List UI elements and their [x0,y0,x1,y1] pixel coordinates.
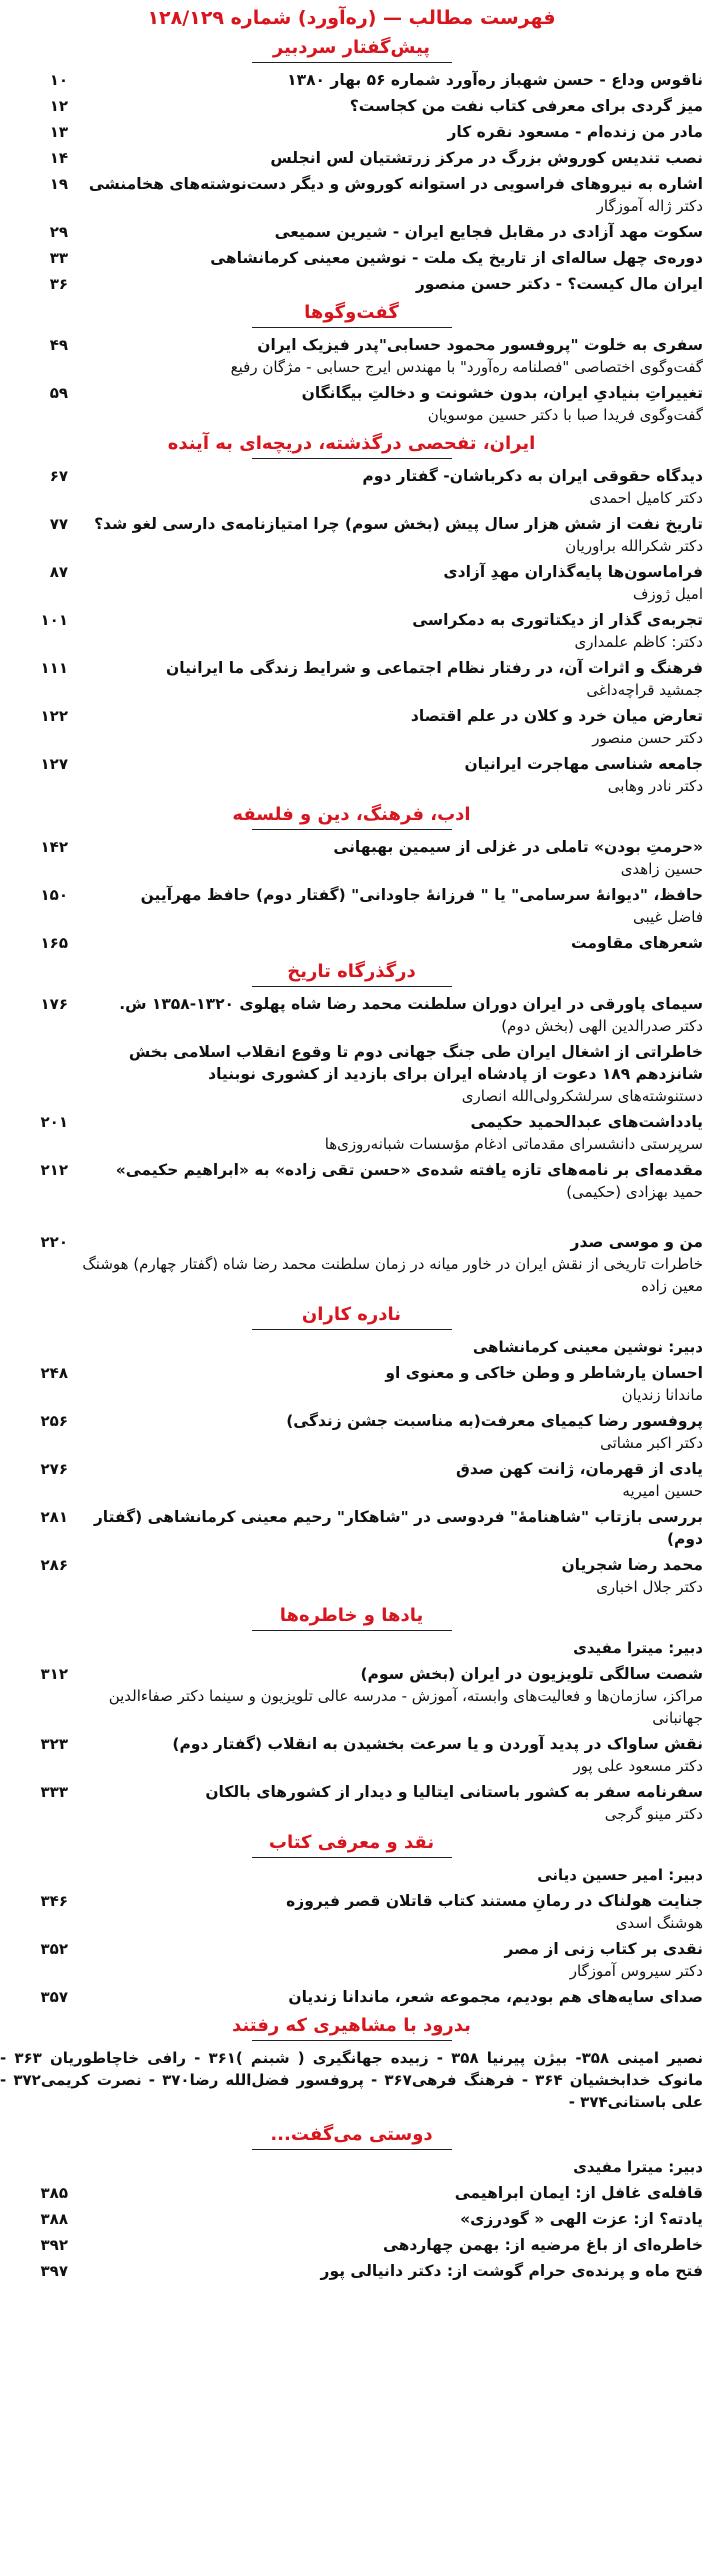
entry-page-number: ۲۴۸ [40,1364,68,1382]
entry-page-number: ۱۰۱ [40,611,68,629]
entry-text [68,147,703,169]
entry-text [68,1041,703,1107]
entry-title: حافظ، "دیوانهٔ سرسامی" یا " فرزانهٔ جاودانی" (گفتار دوم) حافظ مهرآیین [140,886,703,904]
entry-text [68,657,703,701]
entry-text [68,705,703,749]
section-departed [0,2014,703,2113]
heading-underline [252,1329,452,1330]
entry-page-number: ۲۲۰ [40,1233,68,1251]
entry-text [68,1111,703,1155]
toc-entry[interactable] [0,705,703,749]
toc-entry[interactable] [0,753,703,797]
entry-title: خاطراتی از اشغال ایران طی جنگ جهانی دوم تا وقوع انقلاب اسلامی بخش شانزدهم ۱۸۹ دعوت از پادشاه ایران برای بازدید از کشوری نوبنیاد [128,1043,703,1083]
entry-text [68,1663,703,1729]
toc-entry[interactable] [0,1554,703,1598]
toc-entry[interactable] [0,993,703,1037]
section-heading-text: گفت‌وگوها [304,302,399,323]
entry-page-number: ۵۹ [49,384,68,402]
entry-page-number: ۳۹۲ [40,2236,68,2254]
section-heading [0,432,703,459]
entry-page-number: ۳۸۵ [40,2184,68,2202]
entry-text [68,1986,703,2008]
toc-entry[interactable] [0,173,703,217]
toc-entry[interactable] [0,1410,703,1454]
entry-title: محمد رضا شجریان [561,1556,703,1574]
toc-entry[interactable] [0,836,703,880]
entry-text [68,465,703,509]
entry-author: دکتر شکرالله براوریان [565,537,703,555]
entry-page-number: ۴۹ [49,336,68,354]
entry-page-number: ۳۳ [49,249,68,267]
entry-title: یادداشت‌های عبدالحمید حکیمی [470,1113,703,1131]
toc-entry[interactable] [0,382,703,426]
toc-entry[interactable] [0,147,703,169]
section-heading [0,1604,703,1631]
entry-author: گفت‌وگوی اختصاصی "فصلنامه ره‌آورد" با مهندس ایرج حسابی - مژگان رفیع [230,358,703,376]
entry-author: دکتر نادر وهابی [607,777,703,795]
section-heading [0,36,703,63]
section-heading [0,301,703,328]
entry-text [68,1231,703,1297]
toc-entry[interactable] [0,1111,703,1155]
entry-text [68,1159,703,1203]
entry-text [68,69,703,91]
entry-page-number: ۲۱۲ [40,1161,68,1179]
entry-title: اشاره به نیروهای فراسویی در استوانه کوروش و دیگر دست‌نوشته‌های هخامنشی [88,175,703,193]
toc-entry[interactable] [0,561,703,605]
section-heading-text: ادب، فرهنگ، دین و فلسفه [232,804,471,825]
entry-text [68,247,703,269]
entry-page-number: ۳۶ [49,275,68,293]
entry-page-number: ۳۲۳ [40,1735,68,1753]
section-iran [0,432,703,797]
entry-page-number: ۳۳۳ [40,1783,68,1801]
entry-page-number: ۲۹ [49,223,68,241]
section-editor: دبیر: میترا مفیدی [573,1639,703,1657]
entry-author: دکتر ژاله آموزگار [596,197,703,215]
entry-title: تجربه‌ی گذار از دیکتاتوری به دمکراسی [412,611,703,629]
entry-page-number: ۱۷۶ [40,995,68,1013]
entry-author: امیل ژوزف [632,585,703,603]
section-heading [0,960,703,987]
entry-page-number: ۱۲ [49,97,68,115]
toc-entry[interactable] [0,2234,703,2256]
section-heading-text: پیش‌گفتار سردبیر [272,37,431,58]
section-history [0,960,703,1297]
entry-page-number: ۱۰ [49,71,68,89]
toc-entry[interactable] [0,2182,703,2204]
entry-title: خاطره‌ای از باغ مرضیه از: بهمن چهاردهی [382,2236,703,2254]
entry-text [68,753,703,797]
entry-author: دکتر مسعود علی پور [573,1757,703,1775]
heading-underline [252,1630,452,1631]
entry-text [68,1890,703,1934]
entry-text [68,561,703,605]
section-heading [0,803,703,830]
entry-title: سکوت مهد آزادی در مقابل فجایع ایران - شیرین سمیعی [274,223,703,241]
entry-title: من و موسی صدر [570,1233,703,1251]
toc-entry[interactable] [0,1938,703,1982]
toc-entry[interactable] [0,1159,703,1203]
entry-page-number: ۱۹ [49,175,68,193]
entry-title: نقدی بر کتاب زنی از مصر [504,1940,703,1958]
entry-author: هوشنگ اسدی [615,1914,703,1932]
toc-entry[interactable] [0,1041,703,1107]
entry-page-number: ۲۸۱ [40,1508,68,1526]
section-heading-text: دوستی می‌گفت... [270,2124,433,2145]
entry-author: دکتر صدرالدین الهی (بخش دوم) [501,1017,703,1035]
heading-underline [252,62,452,63]
entry-title: جنایت هولناک در رمانِ مستند کتاب قاتلان قصر فیروزه [286,1892,703,1910]
entry-page-number: ۱۲۲ [40,707,68,725]
section-heading [0,1831,703,1858]
entry-page-number: ۱۱۱ [40,659,68,677]
entry-author: گفت‌وگوی فریدا صبا با دکتر حسین موسویان [427,406,703,424]
section-heading [0,2014,703,2041]
entry-title: مادر من زنده‌ام - مسعود نقره کار [447,123,703,141]
entry-author: دکتر جلال اخباری [596,1578,703,1596]
entry-text [68,173,703,217]
entry-page-number: ۶۷ [49,467,68,485]
toc-entry[interactable] [0,221,703,243]
entry-author: فاضل غیبی [632,908,703,926]
entry-title: دیدگاه حقوقی ایران به دکرباشان- گفتار دوم [362,467,703,485]
entry-page-number: ۳۴۶ [40,1892,68,1910]
entry-page-number: ۱۲۷ [40,755,68,773]
toc-entry[interactable] [0,1781,703,1825]
section-paragraph: نصیر امینی ۳۵۸- بیژن پیرنیا ۳۵۸ - زبیده جهانگیری ( شبنم )۳۶۱ - رافی خاچاطوریان ۳۶۳ - مانوک خدابخشیان ۳۶۴ - فرهنگ فرهی۳۶۷ - پروفسور فضل‌الله رضا۳۷۰ - نصرت کریمی۳۷۲ - علی باستانی۳۷۴ - [0,2049,703,2111]
toc-entry[interactable] [0,1231,703,1297]
toc-entry[interactable] [0,1458,703,1502]
toc-entry[interactable] [0,2260,703,2282]
entry-page-number: ۳۵۲ [40,1940,68,1958]
entry-text [68,1362,703,1406]
heading-underline [252,327,452,328]
toc-entry[interactable] [0,884,703,928]
entry-title: تعارض میان خرد و کلان در علم اقتصاد [410,707,703,725]
entry-page-number: ۲۵۶ [40,1412,68,1430]
section-heading [0,2123,703,2150]
entry-page-number: ۱۴ [49,149,68,167]
entry-title: دوره‌ی چهل ساله‌ای از تاریخ یک ملت - نوشین معینی کرمانشاهی [210,249,703,267]
entry-author: جمشید قراچه‌داغی [586,681,703,699]
entry-title: نصب تندیس کوروش بزرگ در مرکز زرتشتیان لس انجلس [270,149,703,167]
entry-author: سرپرستی دانشسرای مقدماتی ادغام مؤسسات شبانه‌روزی‌ها [324,1135,703,1153]
entry-author: دکتر: کاظم علمداری [574,633,703,651]
entry-text [68,1781,703,1825]
section-heading [0,1303,703,1330]
entry-title: احسان یارشاطر و وطن خاکی و معنوی او [385,1364,703,1382]
entry-text [68,884,703,928]
entry-text [68,2182,703,2204]
entry-text [68,121,703,143]
entry-author: دکتر سیروس آموزگار [569,1962,703,1980]
entry-author: دکتر کامیل احمدی [589,489,703,507]
entry-text [68,95,703,117]
section-reviews [0,1831,703,2008]
section-editor: دبیر: میترا مفیدی [573,2158,703,2176]
toc-entry[interactable] [0,69,703,91]
entry-spacer [0,1207,703,1231]
section-heading-text: یادها و خاطره‌ها [279,1605,424,1626]
entry-text [68,993,703,1037]
entry-text [68,1410,703,1454]
entry-title: جامعه شناسی مهاجرت ایرانیان [464,755,703,773]
section-heading-text: درگذرگاه تاریخ [287,961,416,982]
entry-title: فرهنگ و اثرات آن، در رفتار نظام اجتماعی و شرایط زندگی ما ایرانیان [166,659,703,677]
entry-text [68,334,703,378]
section-editor: دبیر: نوشین معینی کرمانشاهی [472,1338,703,1356]
section-rare [0,1303,703,1598]
entry-text [68,1506,703,1550]
heading-underline [252,2040,452,2041]
entry-text [68,1733,703,1777]
section-heading-text: نادره کاران [301,1304,402,1325]
heading-underline [252,458,452,459]
entry-page-number: ۲۸۶ [40,1556,68,1574]
heading-underline [252,2149,452,2150]
entry-page-number: ۱۴۲ [40,838,68,856]
entry-page-number: ۱۳ [49,123,68,141]
toc-entry[interactable] [0,95,703,117]
section-editor: دبیر: امیر حسین دیانی [537,1866,703,1884]
entry-text [68,1458,703,1502]
entry-page-number: ۳۹۷ [40,2262,68,2280]
toc-entry[interactable] [0,657,703,701]
entry-author: حمید بهزادی (حکیمی) [566,1183,703,1201]
page-title: فهرست مطالب — (ره‌آورد) شماره ۱۲۸/۱۲۹ [147,7,556,29]
entry-author: حسین زاهدی [620,860,703,878]
entry-text [68,932,703,954]
entry-title: میز گردی برای معرفی کتاب نفت من کجاست؟ [349,97,703,115]
entry-text [68,382,703,426]
entry-page-number: ۲۷۶ [40,1460,68,1478]
section-interviews [0,301,703,426]
entry-author: حسین امیریه [622,1482,703,1500]
entry-title: «حرمتِ بودن» تاملی در غزلی از سیمین بهبهانی [333,838,703,856]
toc-entry[interactable] [0,247,703,269]
entry-text [68,513,703,557]
toc-entry[interactable] [0,2208,703,2230]
entry-title: مقدمه‌ای بر نامه‌های تازه یافته شده‌ی «حسن تقی زاده» به «ابراهیم حکیمی» [115,1161,703,1179]
entry-page-number: ۸۷ [49,563,68,581]
sections-container [0,36,703,2282]
section-memoirs [0,1604,703,1825]
entry-author: مراکز، سازمان‌ها و فعالیت‌های وابسته، آموزش - مدرسه عالی تلویزیون و سینما دکتر صفاءالدین جهانبانی [108,1687,703,1727]
entry-title: یادی از قهرمان، ژانت کهن صدق [455,1460,703,1478]
entry-author: دکتر حسن منصور [592,729,703,747]
heading-underline [252,986,452,987]
entry-title: سفرنامه سفر به کشور باستانی ایتالیا و دیدار از کشورهای بالکان [205,1783,703,1801]
entry-page-number: ۳۵۷ [40,1988,68,2006]
toc-entry[interactable] [0,1733,703,1777]
toc-entry[interactable] [0,273,703,295]
entry-page-number: ۱۶۵ [40,934,68,952]
entry-author: دکتر مینو گرجی [604,1805,703,1823]
toc-entry[interactable] [0,1506,703,1550]
entry-text [68,2260,703,2282]
entry-title: یادته؟ از: عزت الهی « گودرزی» [460,2210,703,2228]
toc-entry[interactable] [0,1362,703,1406]
entry-title: صدای سایه‌های هم بودیم، مجموعه شعر، ماندانا زندیان [288,1988,703,2006]
entry-title: ناقوس وداع - حسن شهباز ره‌آورد شماره ۵۶ بهار ۱۳۸۰ [287,71,703,89]
section-heading-text: نقد و معرفی کتاب [268,1832,435,1853]
entry-author: دستنوشته‌های سرلشکرولی‌الله انصاری [461,1087,703,1105]
toc-entry[interactable] [0,1663,703,1729]
entry-title: شعرهای مقاومت [570,934,703,952]
entry-title: پروفسور رضا کیمیای معرفت(به مناسبت جشن زندگی) [286,1412,703,1430]
entry-text [68,221,703,243]
toc-entry[interactable] [0,334,703,378]
heading-underline [252,829,452,830]
toc-entry[interactable] [0,1986,703,2008]
entry-page-number: ۱۵۰ [40,886,68,904]
section-friendship [0,2123,703,2282]
entry-title: شصت سالگی تلویزیون در ایران (بخش سوم) [360,1665,703,1683]
toc-entry[interactable] [0,609,703,653]
entry-author: دکتر اکبر مشاتی [600,1434,703,1452]
section-literature [0,803,703,954]
entry-title: تغییراتِ بنیادیِ ایران، بدون خشونت و دخالتِ بیگانگان [301,384,703,402]
entry-author: خاطرات تاریخی از نقش ایران در خاور میانه در زمان سلطنت محمد رضا شاه (گفتار چهارم) هوشنگ معین زاده [82,1255,703,1295]
entry-title: سفری به خلوت "پروفسور محمود حسابی"پدر فیزیک ایران [257,336,703,354]
section-heading-text: بدرود با مشاهیری که رفتند [232,2015,471,2036]
toc-entry[interactable] [0,513,703,557]
toc-entry[interactable] [0,1890,703,1934]
entry-text [68,273,703,295]
section-heading-text: ایران، تفحصی درگذشته، دریچه‌ای به آینده [167,433,536,454]
toc-entry[interactable] [0,121,703,143]
entry-text [68,1938,703,1982]
entry-author: ماندانا زندیان [621,1386,703,1404]
entry-text [68,836,703,880]
entry-text [68,2234,703,2256]
entry-page-number: ۳۱۲ [40,1665,68,1683]
entry-text [68,609,703,653]
entry-title: فتح ماه و پرنده‌ی حرام گوشت از: دکتر دانیالی پور [320,2262,703,2280]
entry-title: سیمای پاورقی در ایران دوران سلطنت محمد رضا شاه پهلوی ۱۳۲۰-۱۳۵۸ ش. [119,995,703,1013]
heading-underline [252,1857,452,1858]
entry-title: قافله‌ی غافل از: ایمان ابراهیمی [454,2184,703,2202]
entry-title: بررسی بازتاب "شاهنامهٔ" فردوسی در "شاهکار" رحیم معینی کرمانشاهی (گفتار دوم) [93,1508,703,1548]
entry-page-number: ۲۰۱ [40,1113,68,1131]
entry-title: فراماسون‌ها پایه‌گذاران مهدِ آزادی [443,563,703,581]
entry-page-number: ۳۸۸ [40,2210,68,2228]
entry-title: ایران مال کیست؟ - دکتر حسن منصور [415,275,703,293]
entry-text [68,1554,703,1598]
entry-title: نقش ساواک در پدید آوردن و یا سرعت بخشیدن به انقلاب (گفتار دوم) [172,1735,703,1753]
entry-title: تاریخ نفت از شش هزار سال پیش (بخش سوم) چرا امتیازنامه‌ی دارسی لغو شد؟ [94,515,703,533]
entry-text [68,2208,703,2230]
entry-page-number: ۷۷ [49,515,68,533]
toc-entry[interactable] [0,932,703,954]
toc-entry[interactable] [0,465,703,509]
section-intro [0,36,703,295]
